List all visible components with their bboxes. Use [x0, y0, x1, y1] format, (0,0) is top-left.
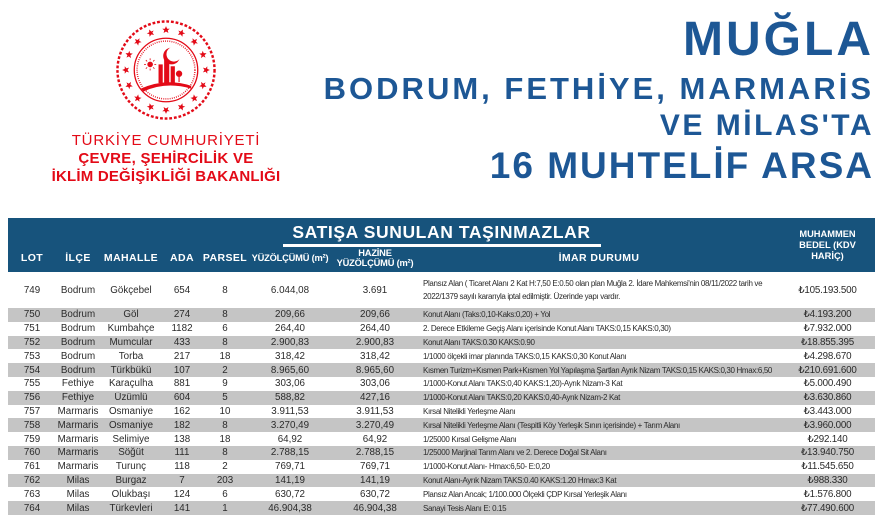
cell-parsel: 18	[219, 433, 231, 445]
cell-imar-durumu: 2. Derece Etkileme Geçiş Alanı içerisinde Konut Alanı TAKS:0,15 KAKS:0,30)	[423, 324, 671, 334]
cell-yuzolcumu: 3.911,53	[271, 405, 309, 417]
cell-ilce: Marmaris	[57, 447, 99, 459]
col-header-muhammen-bedel: MUHAMMEN BEDEL (KDV HARİÇ)	[799, 228, 856, 261]
cell-ilce: Fethiye	[61, 378, 95, 390]
cell-parsel: 10	[219, 405, 231, 417]
cell-imar-durumu: Konut Alanı (Taks:0,10-Kaks:0,20) + Yol	[423, 310, 551, 320]
cell-mahalle: Mumcular	[109, 336, 153, 348]
col-header-yuzolcumu: YÜZÖLÇÜMÜ (m²)	[251, 252, 329, 263]
cell-parsel: 18	[219, 350, 231, 362]
cell-muhammen-bedel: ₺4.193.200	[803, 309, 852, 321]
cell-lot: 758	[23, 419, 41, 431]
cell-yuzolcumu: 264,40	[275, 323, 305, 335]
cell-yuzolcumu: 588,82	[275, 392, 305, 404]
cell-hazine-yuzolcumu: 3.270,49	[355, 419, 395, 431]
col-header-ilce: İLÇE	[65, 252, 91, 264]
cell-mahalle: Türkbükü	[110, 364, 152, 376]
cell-ilce: Bodrum	[60, 336, 96, 348]
cell-ada: 182	[173, 419, 191, 431]
table-row	[8, 272, 875, 308]
cell-imar-durumu: Kırsal Nitelikli Yerleşme Alanı	[423, 406, 516, 416]
cell-imar-durumu: 1/1000 ölçekli imar planında TAKS:0,15 KAKS:0,30 Konut Alanı	[423, 351, 627, 361]
cell-mahalle: Kumbahçe	[107, 323, 155, 335]
cell-yuzolcumu: 46.904,38	[268, 502, 312, 514]
cell-hazine-yuzolcumu: 3.911,53	[356, 405, 394, 417]
cell-muhammen-bedel: ₺13.940.750	[800, 447, 855, 459]
cell-ada: 881	[173, 378, 191, 390]
ministry-name-line2: ÇEVRE, ŞEHİRCİLİK VE	[78, 150, 254, 167]
cell-imar-durumu: 1/25000 Marjinal Tarım Alanı ve 2. Derece Doğal Sit Alanı	[423, 448, 607, 458]
table-row	[8, 349, 875, 363]
cell-yuzolcumu: 303,06	[275, 378, 305, 390]
cell-hazine-yuzolcumu: 630,72	[360, 488, 390, 500]
col-header-ada: ADA	[170, 252, 194, 264]
cell-parsel: 1	[222, 502, 228, 514]
cell-parsel: 8	[222, 447, 228, 459]
table-row	[8, 308, 875, 322]
cell-muhammen-bedel: ₺77.490.600	[800, 502, 855, 514]
table-row	[8, 418, 875, 432]
cell-hazine-yuzolcumu: 303,06	[360, 378, 390, 390]
cell-ilce: Bodrum	[60, 323, 96, 335]
cell-hazine-yuzolcumu: 3.691	[362, 284, 388, 296]
headline-districts-line1: BODRUM, FETHİYE, MARMARİS	[323, 71, 874, 106]
table-row	[8, 363, 875, 377]
cell-muhammen-bedel: ₺210.691.600	[798, 364, 857, 376]
cell-ilce: Marmaris	[57, 433, 99, 445]
cell-hazine-yuzolcumu: 318,42	[360, 350, 390, 362]
cell-lot: 752	[23, 336, 41, 348]
cell-ilce: Marmaris	[57, 419, 99, 431]
cell-lot: 753	[23, 350, 41, 362]
headline-count-line	[324, 144, 874, 188]
cell-ilce: Bodrum	[60, 309, 96, 321]
cell-lot: 755	[23, 378, 41, 390]
cell-hazine-yuzolcumu: 209,66	[360, 309, 390, 321]
cell-imar-durumu: Konut Alanı TAKS:0.30 KAKS:0.90	[423, 337, 535, 347]
cell-lot: 760	[23, 447, 41, 459]
cell-yuzolcumu: 3.270,49	[270, 419, 310, 431]
cell-yuzolcumu: 8.965,60	[270, 364, 310, 376]
cell-parsel: 2	[222, 461, 228, 473]
cell-parsel: 6	[222, 488, 228, 500]
table-row	[8, 460, 875, 474]
col-header-imar-durumu: İMAR DURUMU	[558, 252, 640, 264]
col-header-mahalle: MAHALLE	[103, 252, 159, 264]
cell-ada: 162	[173, 405, 191, 417]
table-row	[8, 501, 875, 515]
cell-ada: 124	[173, 488, 191, 500]
col-header-hazine-yuzolcumu: HAZİNE YÜZÖLÇÜMÜ (m²)	[336, 247, 414, 268]
table-title-underline	[283, 244, 601, 247]
cell-lot: 754	[23, 364, 41, 376]
cell-mahalle: Torba	[118, 350, 144, 362]
cell-parsel: 8	[222, 309, 228, 321]
cell-imar-durumu: Plansız Alan Ancak; 1/100.000 Ölçekli ÇDP Kırsal Yerleşik Alanı	[423, 489, 627, 499]
cell-imar-durumu: Kısmen Turizm+Kısmen Park+Kısmen Yol Yapılaşma Şartları Ayrık Nizam TAKS:0,15 KAKS:0,30 Hmax:6,50	[423, 365, 773, 375]
property-table	[8, 218, 875, 515]
cell-mahalle: Osmaniye	[108, 405, 154, 417]
table-row	[8, 446, 875, 460]
cell-mahalle: Burgaz	[115, 474, 147, 486]
ministry-logo	[35, 14, 297, 185]
cell-parsel: 9	[222, 378, 228, 390]
cell-ilce: Milas	[66, 502, 90, 514]
cell-ada: 138	[173, 433, 191, 445]
cell-ada: 433	[173, 336, 191, 348]
cell-ada: 107	[173, 364, 191, 376]
cell-ada: 217	[173, 350, 191, 362]
cell-mahalle: Göl	[123, 309, 139, 321]
cell-ilce: Marmaris	[57, 405, 99, 417]
cell-imar-durumu: 1/1000-Konut Alanı TAKS:0,20 KAKS:0,40-Ayrık Nizam-2 Kat	[423, 393, 620, 403]
table-row	[8, 377, 875, 391]
cell-ada: 141	[173, 502, 191, 514]
table-title: SATIŞA SUNULAN TAŞINMAZLAR	[292, 222, 591, 242]
cell-parsel: 2	[222, 364, 228, 376]
cell-hazine-yuzolcumu: 264,40	[360, 323, 390, 335]
cell-mahalle: Türkevleri	[109, 502, 153, 514]
cell-parsel: 8	[222, 284, 228, 296]
cell-yuzolcumu: 6.044,08	[270, 284, 310, 296]
table-row	[8, 474, 875, 488]
cell-hazine-yuzolcumu: 64,92	[362, 433, 388, 445]
cell-yuzolcumu: 630,72	[275, 488, 305, 500]
cell-muhammen-bedel: ₺11.545.650	[801, 461, 854, 473]
cell-lot: 757	[23, 405, 41, 417]
headline	[324, 14, 874, 188]
cell-lot: 749	[23, 284, 41, 296]
cell-lot: 761	[23, 461, 41, 473]
headline-count: 16	[489, 145, 535, 186]
table-row	[8, 391, 875, 405]
cell-hazine-yuzolcumu: 8.965,60	[355, 364, 395, 376]
cell-ada: 111	[174, 447, 190, 459]
cell-lot: 764	[23, 502, 41, 514]
cell-ada: 1182	[171, 323, 193, 335]
cell-lot: 763	[23, 488, 41, 500]
ministry-emblem-icon	[110, 14, 222, 126]
cell-imar-durumu: 1/1000-Konut Alanı- Hmax:6,50- E:0,20	[423, 462, 550, 472]
cell-hazine-yuzolcumu: 2.900,83	[355, 336, 395, 348]
cell-mahalle: Osmaniye	[108, 419, 154, 431]
cell-hazine-yuzolcumu: 141,19	[360, 474, 390, 486]
cell-hazine-yuzolcumu: 427,16	[360, 392, 390, 404]
cell-muhammen-bedel: ₺988.330	[807, 474, 848, 486]
table-header	[8, 218, 875, 272]
cell-lot: 759	[23, 433, 41, 445]
cell-ada: 654	[173, 284, 191, 296]
cell-yuzolcumu: 769,71	[275, 461, 305, 473]
cell-muhammen-bedel: ₺1.576.800	[803, 488, 852, 500]
cell-ilce: Bodrum	[60, 364, 96, 376]
cell-muhammen-bedel: ₺7.932.000	[803, 323, 852, 335]
cell-ada: 7	[179, 474, 185, 486]
top-banner	[0, 0, 883, 218]
cell-lot: 756	[23, 392, 41, 404]
table-row	[8, 432, 875, 446]
cell-mahalle: Turunç	[115, 461, 147, 473]
cell-ilce: Milas	[66, 488, 90, 500]
col-header-parsel: PARSEL	[202, 252, 248, 264]
cell-muhammen-bedel: ₺105.193.500	[798, 284, 857, 296]
cell-imar-durumu: Sanayi Tesis Alanı E: 0.15	[423, 503, 507, 513]
cell-yuzolcumu: 2.900,83	[270, 336, 310, 348]
col-header-lot: LOT	[20, 252, 44, 264]
cell-lot: 762	[23, 474, 41, 486]
table-body	[8, 272, 875, 515]
cell-mahalle: Üzümlü	[114, 392, 148, 404]
headline-count-suffix: MUHTELİF ARSA	[534, 145, 874, 186]
cell-yuzolcumu: 64,92	[277, 433, 303, 445]
cell-yuzolcumu: 141,19	[275, 474, 305, 486]
headline-city: MUĞLA	[683, 13, 874, 66]
cell-parsel: 6	[222, 323, 228, 335]
cell-yuzolcumu: 2.788,15	[270, 447, 310, 459]
cell-ilce: Marmaris	[57, 461, 99, 473]
cell-imar-durumu: 1/25000 Kırsal Gelişme Alanı	[423, 434, 517, 444]
ministry-name-line3: İKLİM DEĞİŞİKLİĞİ BAKANLIĞI	[51, 168, 281, 185]
cell-muhammen-bedel: ₺3.630.860	[803, 392, 852, 404]
cell-ilce: Fethiye	[61, 392, 95, 404]
cell-imar-durumu: 1/1000-Konut Alanı TAKS:0,40 KAKS:1,20)-Ayrık Nizam-3 Kat	[423, 379, 623, 389]
cell-ada: 604	[173, 392, 191, 404]
cell-parsel: 8	[222, 336, 228, 348]
cell-yuzolcumu: 209,66	[275, 309, 305, 321]
cell-imar-durumu: Konut Alanı-Ayrık Nizam TAKS:0.40 KAKS:1.20 Hmax:3 Kat	[423, 475, 617, 485]
cell-ilce: Bodrum	[60, 350, 96, 362]
table-row	[8, 487, 875, 501]
cell-mahalle: Gökçebel	[110, 284, 152, 296]
cell-muhammen-bedel: ₺3.960.000	[803, 419, 852, 431]
cell-hazine-yuzolcumu: 2.788,15	[355, 447, 395, 459]
cell-muhammen-bedel: ₺18.855.395	[800, 336, 855, 348]
cell-ada: 274	[173, 309, 191, 321]
cell-hazine-yuzolcumu: 769,71	[360, 461, 390, 473]
ministry-name-line1: TÜRKİYE CUMHURİYETİ	[71, 132, 261, 149]
cell-parsel: 8	[222, 419, 228, 431]
cell-muhammen-bedel: ₺5.000.490	[803, 378, 852, 390]
cell-muhammen-bedel: ₺3.443.000	[803, 405, 852, 417]
cell-lot: 751	[23, 323, 41, 335]
cell-yuzolcumu: 318,42	[275, 350, 305, 362]
cell-imar-durumu: Plansız Alan ( Ticaret Alanı 2 Kat H:7,50 E:0.50 olan plan Muğla 2. İdare Mahkemsi'nin 08/11/2022 tarih ve 2022/1379 sayılı kararıyla iptal edilmiştir. Üzerinde yapı vardır.	[423, 279, 763, 301]
cell-ilce: Bodrum	[60, 284, 96, 296]
cell-ilce: Milas	[66, 474, 90, 486]
table-row	[8, 322, 875, 336]
table-row	[8, 405, 875, 419]
cell-mahalle: Olukbaşı	[111, 488, 151, 500]
cell-lot: 750	[23, 309, 41, 321]
cell-ada: 118	[174, 461, 190, 473]
table-row	[8, 336, 875, 350]
cell-imar-durumu: Kırsal Nitelikli Yerleşme Alanı (Tespitli Köy Yerleşik Sınırı içerisinde) + Tarım Alanı	[423, 420, 680, 430]
cell-mahalle: Selimiye	[112, 433, 150, 445]
cell-muhammen-bedel: ₺292.140	[807, 433, 848, 445]
cell-muhammen-bedel: ₺4.298.670	[803, 350, 852, 362]
cell-mahalle: Söğüt	[118, 447, 144, 459]
cell-parsel: 203	[216, 474, 234, 486]
headline-districts-line2: VE MİLAS'TA	[659, 109, 874, 142]
cell-hazine-yuzolcumu: 46.904,38	[353, 502, 397, 514]
cell-parsel: 5	[222, 392, 228, 404]
cell-mahalle: Karaçulha	[108, 378, 154, 390]
